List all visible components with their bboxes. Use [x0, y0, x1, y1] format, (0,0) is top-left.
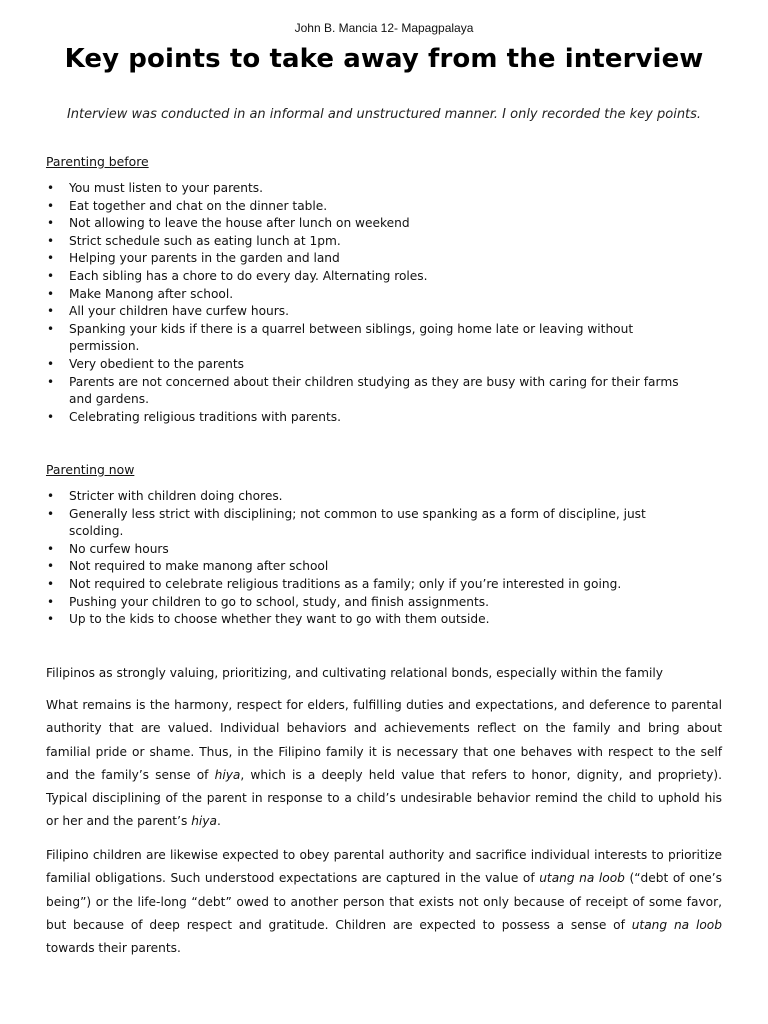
- list-item: • Stricter with children doing chores.: [46, 488, 696, 506]
- list-item: • Up to the kids to choose whether they want to go with them outside.: [46, 611, 696, 629]
- paragraph-text: towards their parents.: [46, 941, 181, 956]
- paragraph-text: Filipino children are likewise expected to obey parental authority and sacrifice individual interests to prioritize familial obligations. Such understood expectations are captured in the value of: [46, 848, 722, 886]
- parenting-before-list: [46, 180, 696, 426]
- list-item: • Celebrating religious traditions with parents.: [46, 409, 696, 427]
- paragraph-text: (“debt of one’s being”) or the life-long “debt” owed to another person that exists not only because of receipt of some favor, but because of deep respect and gratitude. Children are expected to possess a sense of: [46, 871, 722, 932]
- list-item: • Not allowing to leave the house after lunch on weekend: [46, 215, 696, 233]
- paragraph-utang-na-loob: [46, 844, 722, 960]
- paragraph-relational-bonds: Filipinos as strongly valuing, prioritizing, and cultivating relational bonds, especially within the family: [46, 666, 663, 680]
- term-utang-na-loob: utang na loob: [539, 871, 625, 886]
- list-item: • Very obedient to the parents: [46, 356, 696, 374]
- list-item: • All your children have curfew hours.: [46, 303, 696, 321]
- paragraph-text: , which is a deeply held value that refers to honor, dignity, and propriety). Typical disciplining of the parent in response to a child’s undesirable behavior remind the child to uphold his or her and the parent’s: [46, 767, 722, 829]
- paragraph-text: .: [216, 814, 221, 829]
- intro-note: Interview was conducted in an informal and unstructured manner. I only recorded the key points.: [66, 107, 702, 122]
- list-item: • Strict schedule such as eating lunch at 1pm.: [46, 233, 696, 251]
- list-item: • Helping your parents in the garden and land: [46, 250, 696, 268]
- list-item: • Each sibling has a chore to do every day. Alternating roles.: [46, 268, 696, 286]
- list-item: • Not required to celebrate religious traditions as a family; only if you’re interested in going.: [46, 576, 696, 594]
- list-item: • Parents are not concerned about their children studying as they are busy with caring for their farms and gardens.: [46, 374, 696, 409]
- list-item: • Eat together and chat on the dinner table.: [46, 198, 696, 216]
- paragraph-hiya: [46, 694, 722, 834]
- list-item: • Generally less strict with disciplining; not common to use spanking as a form of discipline, just scolding.: [46, 506, 696, 541]
- term-hiya: hiya: [191, 814, 217, 829]
- list-item: • You must listen to your parents.: [46, 180, 696, 198]
- list-item: • Make Manong after school.: [46, 286, 696, 304]
- list-item: • Not required to make manong after school: [46, 558, 696, 576]
- parenting-now-list: [46, 488, 696, 629]
- heading-parenting-now: Parenting now: [46, 462, 135, 477]
- paragraph-text: What remains is the harmony, respect for elders, fulfilling duties and expectations, and deference to parental authority that are valued. Individual behaviors and achievements reflect on the family and bring about familial pride or shame. Thus, in the Filipino family it is necessary that one behaves with respect to the self and the family’s sense of: [46, 698, 722, 782]
- term-hiya: hiya: [214, 767, 241, 782]
- heading-parenting-before: Parenting before: [46, 154, 149, 169]
- list-item: • No curfew hours: [46, 541, 696, 559]
- term-utang-na-loob: utang na loob: [631, 917, 722, 932]
- list-item: • Spanking your kids if there is a quarrel between siblings, going home late or leaving without permission.: [46, 321, 696, 356]
- author-line: John B. Mancia 12- Mapagpalaya: [294, 21, 474, 35]
- list-item: • Pushing your children to go to school, study, and finish assignments.: [46, 594, 696, 612]
- page-title: Key points to take away from the interview: [64, 44, 704, 74]
